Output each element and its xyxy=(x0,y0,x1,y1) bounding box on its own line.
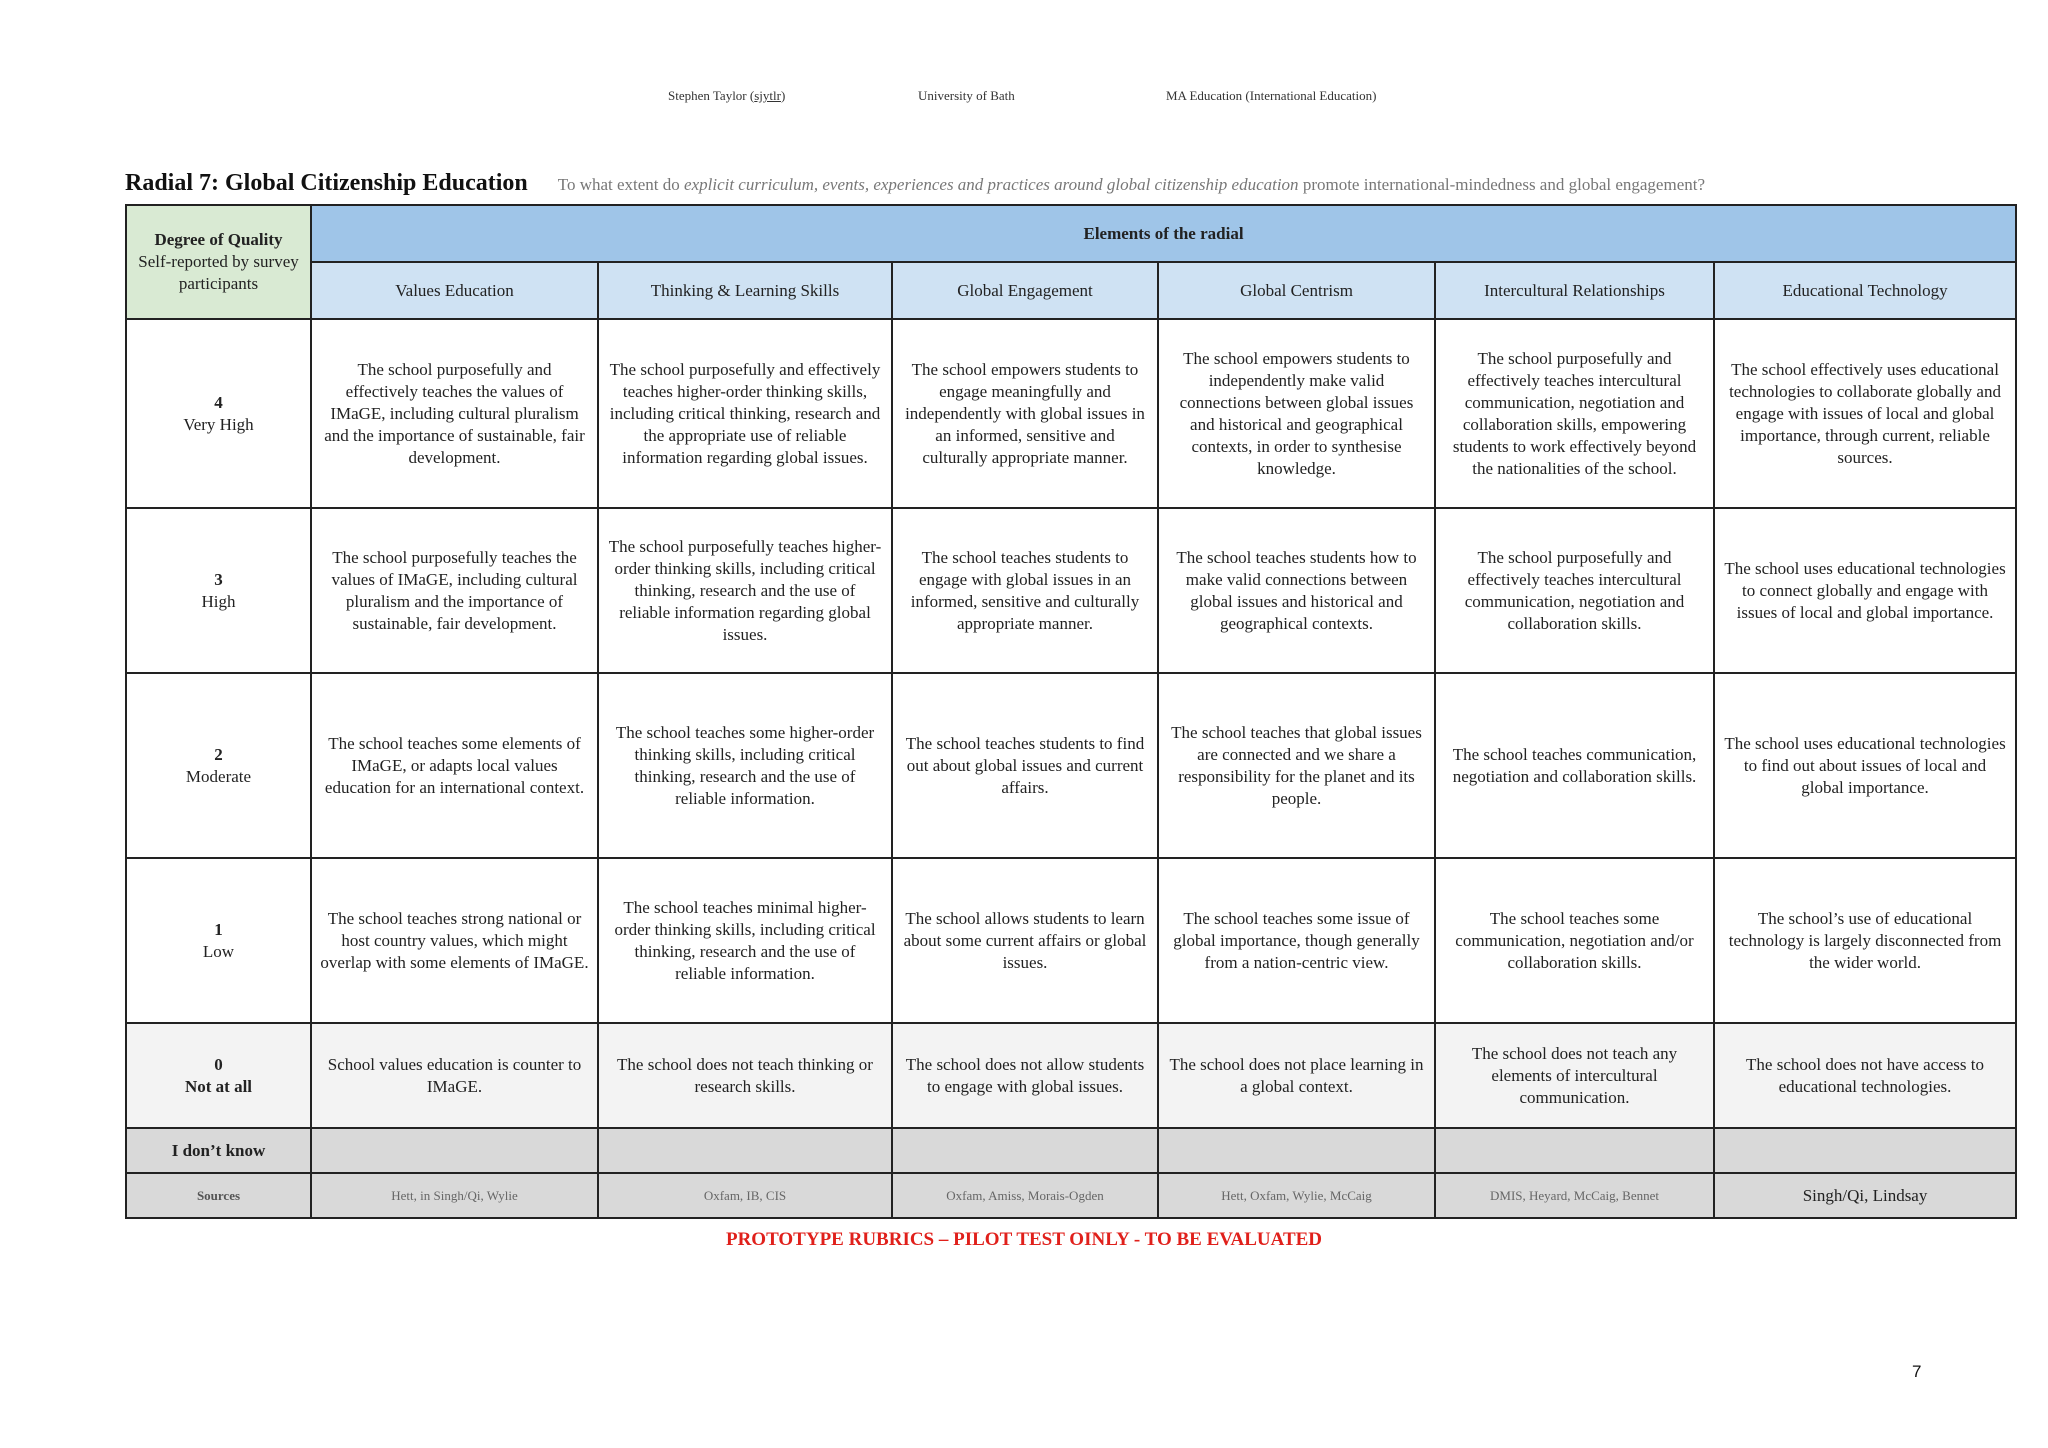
rubric-cell: The school does not teach thinking or research skills. xyxy=(598,1023,892,1128)
rubric-cell: The school teaches communication, negotiation and collaboration skills. xyxy=(1435,673,1714,858)
title-row xyxy=(125,170,2015,204)
rubric-cell: The school effectively uses educational technologies to collaborate globally and engage with issues of local and global importance, through current, reliable sources. xyxy=(1714,319,2016,508)
rubric-cell: The school purposefully teaches the values of IMaGE, including cultural pluralism and the importance of sustainable, fair development. xyxy=(311,508,598,673)
dont-know-cell xyxy=(892,1128,1158,1173)
dont-know-cell xyxy=(1435,1128,1714,1173)
column-header: Educational Technology xyxy=(1714,262,2016,319)
rubric-cell: The school uses educational technologies to connect globally and engage with issues of local and global importance. xyxy=(1714,508,2016,673)
rubric-cell: The school purposefully and effectively teaches the values of IMaGE, including cultural pluralism and the importance of sustainable, fair development. xyxy=(311,319,598,508)
dont-know-cell xyxy=(598,1128,892,1173)
table-row xyxy=(126,673,2016,858)
table-row xyxy=(126,858,2016,1023)
rubric-cell: The school does not have access to educational technologies. xyxy=(1714,1023,2016,1128)
table-row xyxy=(126,508,2016,673)
table-row xyxy=(126,1023,2016,1128)
guiding-question: To what extent do explicit curriculum, events, experiences and practices around global citizenship education promote international-mindedness and global engagement? xyxy=(557,175,1706,194)
degree-title: Degree of Quality xyxy=(154,230,283,249)
rubric-cell: The school’s use of educational technology is largely disconnected from the wider world. xyxy=(1714,858,2016,1023)
column-header: Global Centrism xyxy=(1158,262,1435,319)
question-emphasis: explicit curriculum, events, experiences and practices around global citizenship education xyxy=(684,175,1299,194)
degree-subtitle: Self-reported by survey participants xyxy=(138,252,299,293)
source-cell: DMIS, Heyard, McCaig, Bennet xyxy=(1435,1173,1714,1218)
rubric-cell: The school teaches students how to make valid connections between global issues and historical and geographical contexts. xyxy=(1158,508,1435,673)
table-row xyxy=(126,319,2016,508)
rubric-cell: The school purposefully and effectively teaches intercultural communication, negotiation and collaboration skills. xyxy=(1435,508,1714,673)
rubric-cell: The school purposefully and effectively teaches higher-order thinking skills, including critical thinking, research and the appropriate use of reliable information regarding global issues. xyxy=(598,319,892,508)
level-cell: 4 Very High xyxy=(126,319,311,508)
rubric-cell: The school does not place learning in a global context. xyxy=(1158,1023,1435,1128)
column-header: Intercultural Relationships xyxy=(1435,262,1714,319)
degree-of-quality-header xyxy=(126,205,311,319)
source-cell: Oxfam, IB, CIS xyxy=(598,1173,892,1218)
level-cell: 0 Not at all xyxy=(126,1023,311,1128)
header-course: MA Education (International Education) xyxy=(1166,88,1377,103)
source-cell: Oxfam, Amiss, Morais-Ogden xyxy=(892,1173,1158,1218)
rubric-table xyxy=(125,204,2017,1219)
source-cell: Singh/Qi, Lindsay xyxy=(1714,1173,2016,1218)
sources-label: Sources xyxy=(126,1173,311,1218)
header-author: Stephen Taylor (sjytlr) xyxy=(668,88,786,103)
rubric-cell: The school allows students to learn about some current affairs or global issues. xyxy=(892,858,1158,1023)
rubric-cell: The school empowers students to independently make valid connections between global issues and historical and geographical contexts, in order to synthesise knowledge. xyxy=(1158,319,1435,508)
dont-know-cell xyxy=(1158,1128,1435,1173)
rubric-cell: The school uses educational technologies to find out about issues of local and global importance. xyxy=(1714,673,2016,858)
rubric-cell: The school teaches some communication, negotiation and/or collaboration skills. xyxy=(1435,858,1714,1023)
column-header: Thinking & Learning Skills xyxy=(598,262,892,319)
elements-header: Elements of the radial xyxy=(311,205,2016,262)
level-cell: 2 Moderate xyxy=(126,673,311,858)
rubric-cell: The school purposefully teaches higher-order thinking skills, including critical thinking, research and the use of reliable information regarding global issues. xyxy=(598,508,892,673)
column-header: Global Engagement xyxy=(892,262,1158,319)
dont-know-cell xyxy=(311,1128,598,1173)
rubric-cell: The school teaches strong national or host country values, which might overlap with some elements of IMaGE. xyxy=(311,858,598,1023)
header-author-id: sjytlr xyxy=(754,88,781,103)
rubric-cell: The school purposefully and effectively teaches intercultural communication, negotiation and collaboration skills, empowering students to work effectively beyond the nationalities of the school. xyxy=(1435,319,1714,508)
rubric-cell: The school empowers students to engage meaningfully and independently with global issues in an informed, sensitive and culturally appropriate manner. xyxy=(892,319,1158,508)
page-title: Radial 7: Global Citizenship Education xyxy=(125,170,528,196)
rubric-cell: The school teaches students to find out about global issues and current affairs. xyxy=(892,673,1158,858)
dont-know-cell xyxy=(1714,1128,2016,1173)
rubric-cell: The school teaches some elements of IMaGE, or adapts local values education for an international context. xyxy=(311,673,598,858)
rubric-cell: The school does not teach any elements of intercultural communication. xyxy=(1435,1023,1714,1128)
rubric-cell: The school teaches that global issues are connected and we share a responsibility for the planet and its people. xyxy=(1158,673,1435,858)
dont-know-label: I don’t know xyxy=(126,1128,311,1173)
source-cell: Hett, in Singh/Qi, Wylie xyxy=(311,1173,598,1218)
rubric-cell: The school teaches students to engage with global issues in an informed, sensitive and culturally appropriate manner. xyxy=(892,508,1158,673)
source-cell: Hett, Oxfam, Wylie, McCaig xyxy=(1158,1173,1435,1218)
prototype-notice: PROTOTYPE RUBRICS – PILOT TEST OINLY - TO BE EVALUATED xyxy=(725,1229,1323,1250)
page-number: 7 xyxy=(1912,1362,1922,1381)
rubric-cell: The school teaches some higher-order thinking skills, including critical thinking, research and the use of reliable information. xyxy=(598,673,892,858)
rubric-cell: The school does not allow students to engage with global issues. xyxy=(892,1023,1158,1128)
column-header: Values Education xyxy=(311,262,598,319)
document-header xyxy=(0,88,2048,108)
level-cell: 3 High xyxy=(126,508,311,673)
header-university: University of Bath xyxy=(918,88,1015,103)
dont-know-row xyxy=(126,1128,2016,1173)
rubric-cell: School values education is counter to IMaGE. xyxy=(311,1023,598,1128)
level-cell: 1 Low xyxy=(126,858,311,1023)
rubric-cell: The school teaches minimal higher-order thinking skills, including critical thinking, research and the use of reliable information. xyxy=(598,858,892,1023)
rubric-cell: The school teaches some issue of global importance, though generally from a nation-centric view. xyxy=(1158,858,1435,1023)
sources-row xyxy=(126,1173,2016,1218)
